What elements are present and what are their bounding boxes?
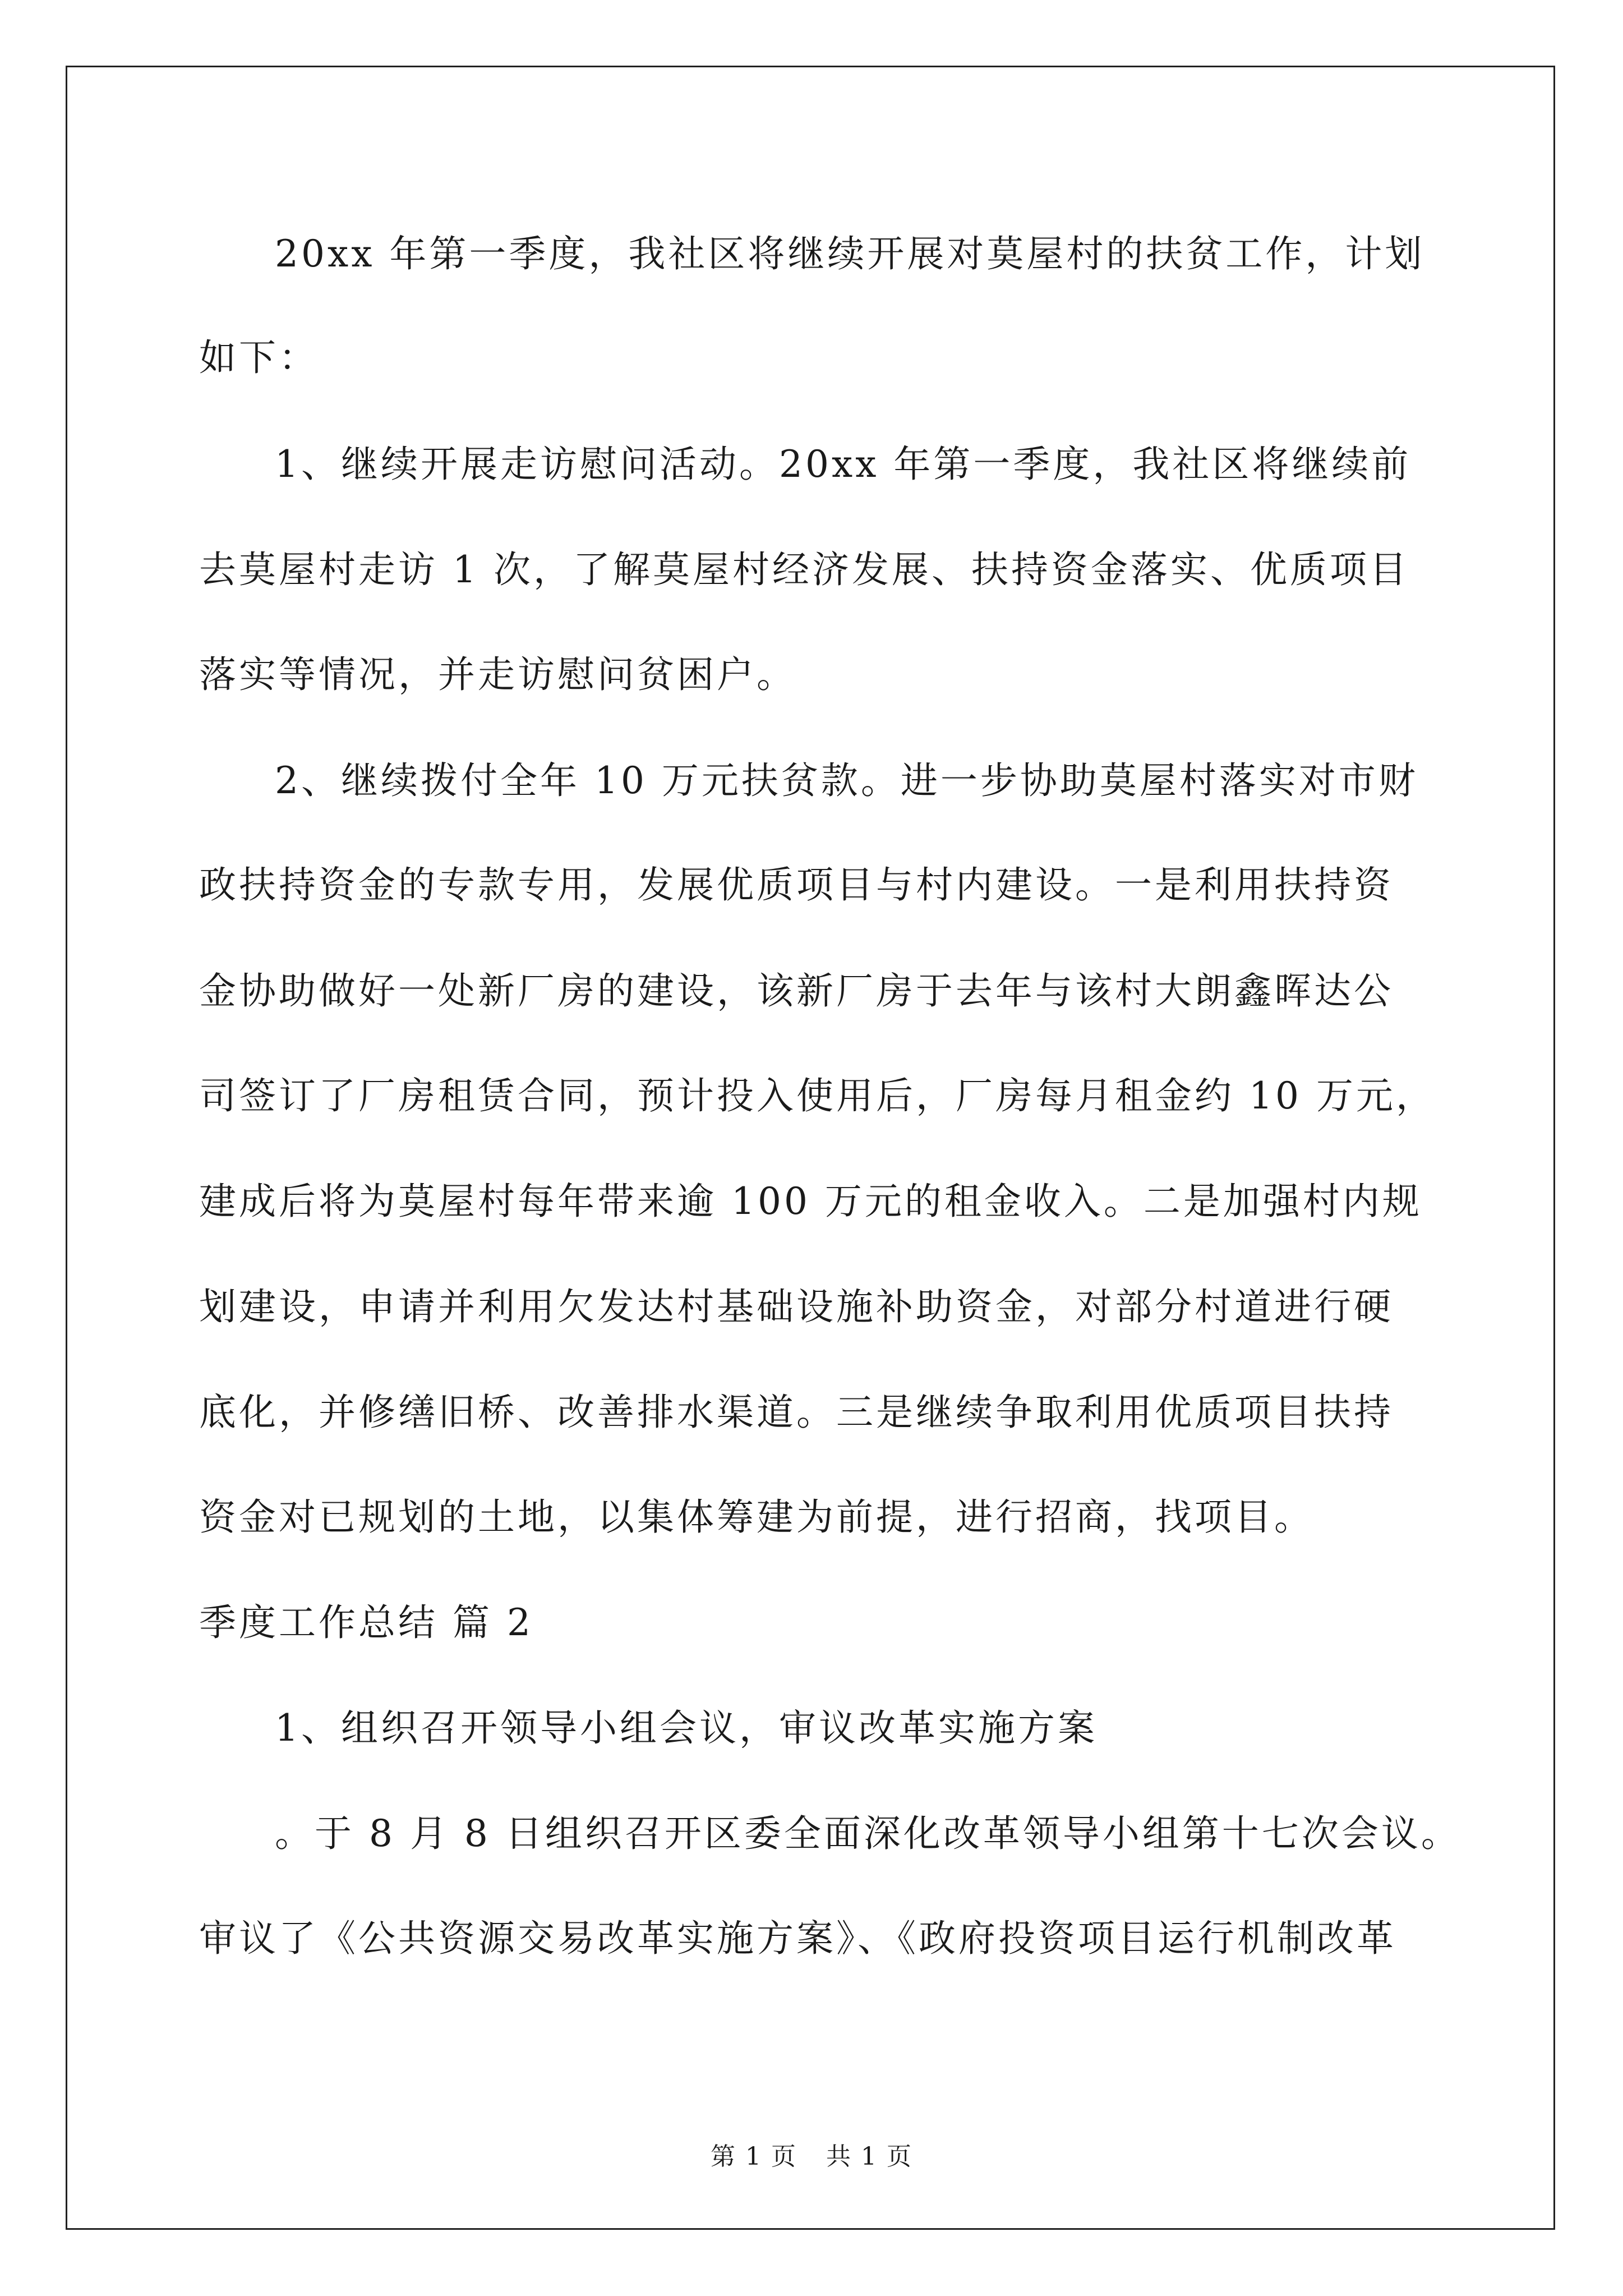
- paragraph-5-line-1: 。于 8 月 8 日组织召开区委全面深化改革领导小组第十七次会议。: [275, 1812, 1461, 1855]
- paragraph-1-line-1: 20xx 年第一季度，我社区将继续开展对莫屋村的扶贫工作，计划: [275, 232, 1425, 275]
- section-heading: 季度工作总结 篇 2: [199, 1601, 533, 1644]
- page-border: [66, 66, 1555, 2230]
- paragraph-3-line-4: 司签订了厂房租赁合同，预计投入使用后，厂房每月租金约 10 万元，: [199, 1074, 1436, 1117]
- paragraph-1-line-2: 如下：: [199, 336, 319, 379]
- page-footer: [0, 2140, 1623, 2174]
- paragraph-5-line-2: 审议了《公共资源交易改革实施方案》、《政府投资项目运行机制改革: [199, 1917, 1396, 1960]
- paragraph-2-line-2: 去莫屋村走访 1 次，了解莫屋村经济发展、扶持资金落实、优质项目: [199, 548, 1409, 591]
- paragraph-2-line-1: 1、继续开展走访慰问活动。20xx 年第一季度，我社区将继续前: [275, 443, 1412, 486]
- paragraph-3-line-8: 资金对已规划的土地，以集体筹建为前提，进行招商，找项目。: [199, 1496, 1314, 1539]
- paragraph-3-line-7: 底化，并修缮旧桥、改善排水渠道。三是继续争取利用优质项目扶持: [199, 1391, 1394, 1434]
- paragraph-2-line-3: 落实等情况，并走访慰问贫困户。: [199, 653, 796, 696]
- paragraph-3-line-3: 金协助做好一处新厂房的建设，该新厂房于去年与该村大朗鑫晖达公: [199, 969, 1394, 1013]
- paragraph-3-line-5: 建成后将为莫屋村每年带来逾 100 万元的租金收入。二是加强村内规: [199, 1180, 1422, 1223]
- page-number: 第 1 页: [711, 2142, 797, 2171]
- page-total: 共 1 页: [826, 2142, 912, 2171]
- paragraph-3-line-1: 2、继续拨付全年 10 万元扶贫款。进一步协助莫屋村落实对市财: [275, 759, 1418, 802]
- paragraph-4-line-1: 1、组织召开领导小组会议，审议改革实施方案: [275, 1706, 1098, 1750]
- paragraph-3-line-2: 政扶持资金的专款专用，发展优质项目与村内建设。一是利用扶持资: [199, 863, 1394, 907]
- paragraph-3-line-6: 划建设，申请并利用欠发达村基础设施补助资金，对部分村道进行硬: [199, 1285, 1394, 1328]
